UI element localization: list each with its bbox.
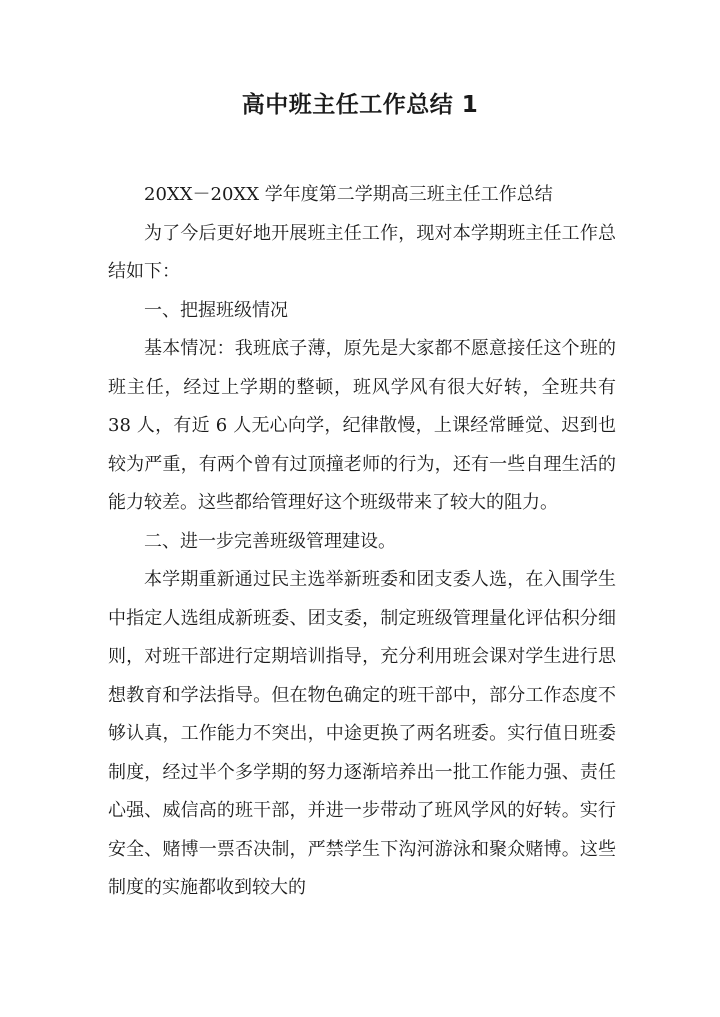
section-heading-1: 一、把握班级情况 <box>144 299 288 321</box>
document-body <box>108 176 616 908</box>
subtitle-paragraph: 20XX－20XX 学年度第二学期高三班主任工作总结 <box>144 184 553 205</box>
basic-situation-paragraph: 基本情况：我班底子薄，原先是大家都不愿意接任这个班的班主任，经过上学期的整顿，班风学风有很大好转，全班共有 38 人，有近 6 人无心向学，纪律散慢，上课经常睡觉、迟到也较为严重，有两个曾有过顶撞老师的行为，还有一些自理生活的能力较差。这些都给管理好这个班级带来了较大的阻力。 <box>108 338 616 513</box>
document-title: 高中班主任工作总结 1 <box>241 92 479 118</box>
section-heading-2: 二、进一步完善班级管理建设。 <box>144 530 396 552</box>
intro-paragraph: 为了今后更好地开展班主任工作，现对本学期班主任工作总结如下： <box>108 222 616 282</box>
class-management-paragraph: 本学期重新通过民主选举新班委和团支委人选，在入围学生中指定人选组成新班委、团支委，制定班级管理量化评估积分细则，对班干部进行定期培训指导，充分利用班会课对学生进行思想教育和学法指导。但在物色确定的班干部中，部分工作态度不够认真，工作能力不突出，中途更换了两名班委。实行值日班委制度，经过半个多学期的努力逐渐培养出一批工作能力强、责任心强、威信高的班干部，并进一步带动了班风学风的好转。实行安全、赌博一票否决制，严禁学生下沟河游泳和聚众赌博。这些制度的实施都收到较大的 <box>108 569 616 898</box>
